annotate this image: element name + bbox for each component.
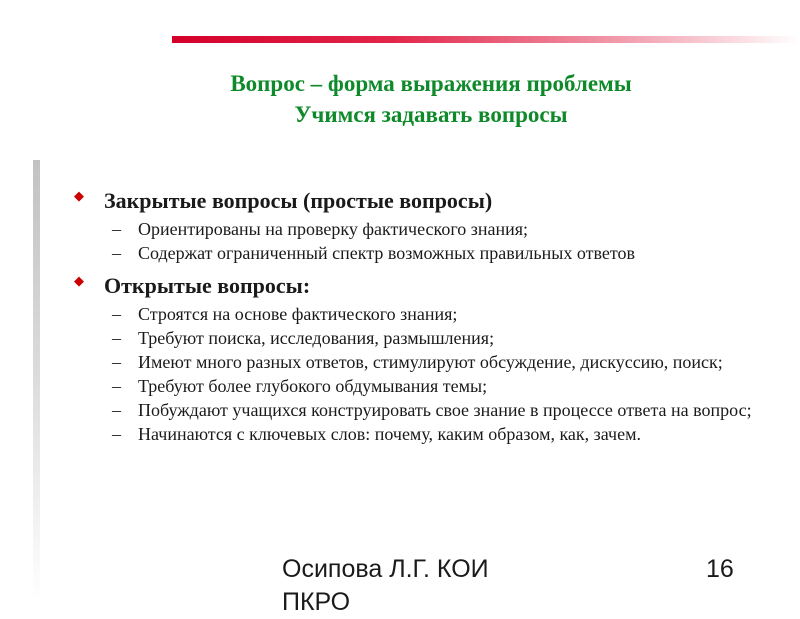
list-item-text: Начинаются с ключевых слов: почему, каким образом, как, зачем. <box>138 424 641 444</box>
section-heading-open-questions <box>74 272 774 299</box>
list-item-text: Имеют много разных ответов, стимулируют обсуждение, дискуссию, поиск; <box>138 352 723 372</box>
dash-bullet-icon: – <box>112 243 121 263</box>
accent-bar-top <box>172 36 800 43</box>
list-item-text: Ориентированы на проверку фактического знания; <box>138 219 529 239</box>
dash-bullet-icon: – <box>112 376 121 396</box>
list-item <box>74 327 774 349</box>
slide-title-line1: Вопрос – форма выражения проблемы <box>230 71 632 96</box>
footer-author-line1: Осипова Л.Г. КОИ <box>282 555 489 583</box>
accent-bar-left <box>33 160 40 600</box>
list-item <box>74 242 774 264</box>
diamond-bullet-icon: ◆ <box>74 188 84 203</box>
slide-title <box>0 68 800 130</box>
section-heading-text: Закрытые вопросы (простые вопросы) <box>104 188 493 213</box>
dash-bullet-icon: – <box>112 304 121 324</box>
list-item-text: Требуют поиска, исследования, размышления; <box>138 328 495 348</box>
slide-title-line2: Учимся задавать вопросы <box>294 102 568 127</box>
page-number: 16 <box>706 555 734 583</box>
list-item <box>74 399 774 421</box>
list-item <box>74 218 774 240</box>
dash-bullet-icon: – <box>112 424 121 444</box>
list-item-text: Содержат ограниченный спектр возможных правильных ответов <box>138 243 635 263</box>
list-item <box>74 423 774 445</box>
list-item-text: Строятся на основе фактического знания; <box>138 304 458 324</box>
footer-author-line2: ПКРО <box>282 588 351 616</box>
section-heading-text: Открытые вопросы: <box>104 273 311 298</box>
list-item-text: Побуждают учащихся конструировать свое знание в процессе ответа на вопрос; <box>138 400 752 420</box>
list-item <box>74 351 774 373</box>
section-heading-closed-questions <box>74 187 774 214</box>
list-item <box>74 303 774 325</box>
dash-bullet-icon: – <box>112 219 121 239</box>
footer-author <box>282 553 489 619</box>
dash-bullet-icon: – <box>112 352 121 372</box>
list-item-text: Требуют более глубокого обдумывания темы; <box>138 376 488 396</box>
slide-content <box>74 187 774 445</box>
diamond-bullet-icon: ◆ <box>74 273 84 288</box>
dash-bullet-icon: – <box>112 328 121 348</box>
list-item <box>74 375 774 397</box>
dash-bullet-icon: – <box>112 400 121 420</box>
